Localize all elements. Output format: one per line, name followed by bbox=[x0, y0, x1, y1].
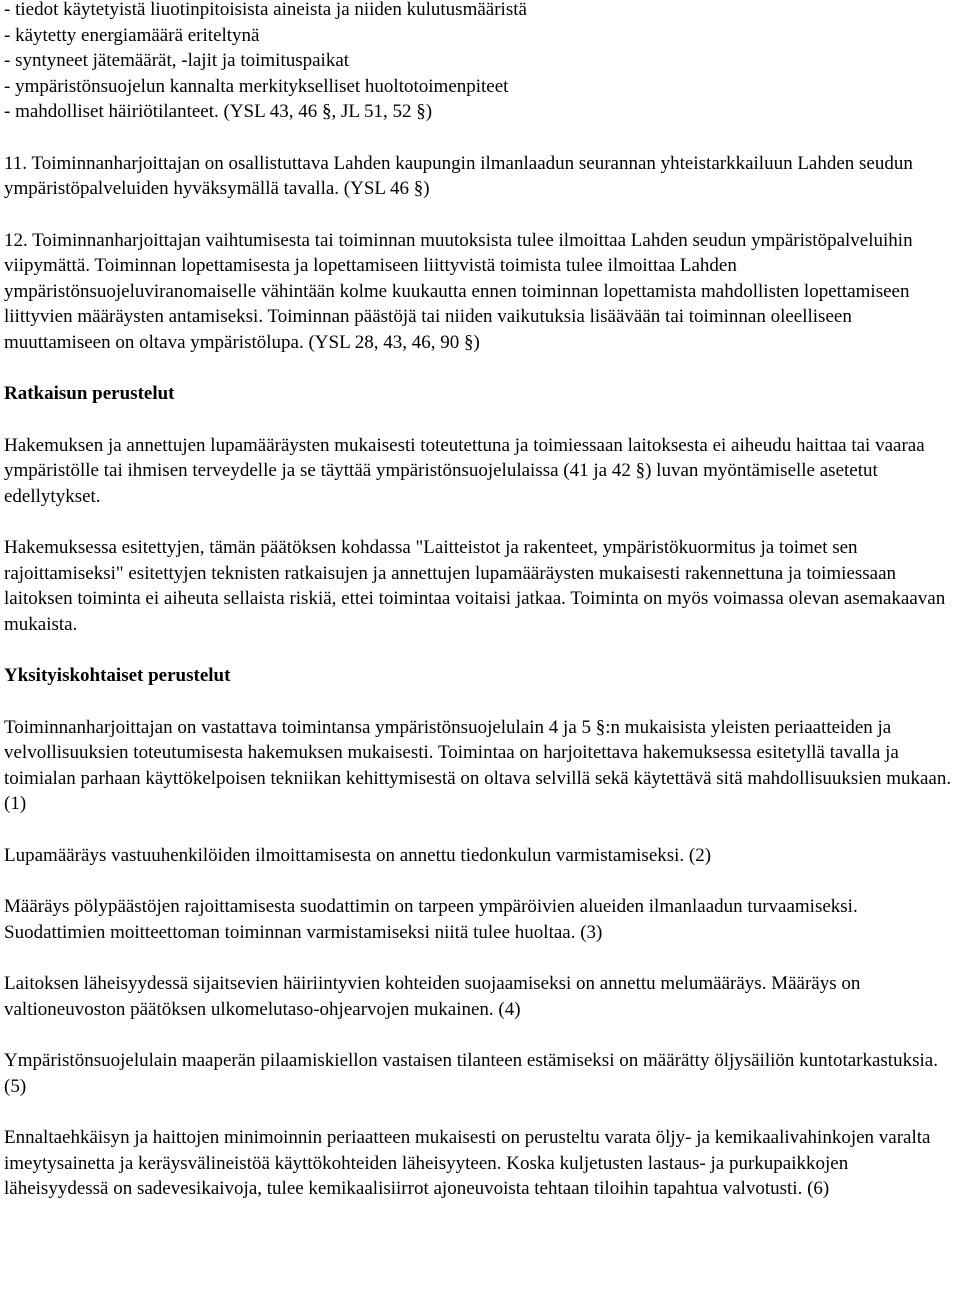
bullet-item: - tiedot käytetyistä liuotinpitoisista aineista ja niiden kulutusmääristä bbox=[4, 0, 527, 20]
condition-item-12: 12. Toiminnanharjoittajan vaihtumisesta tai toiminnan muutoksista tulee ilmoittaa Lahden seudun ympäristöpalveluihin viipymättä. Toiminnan lopettamisesta ja lopettamiseen liittyvistä toimista tulee ilmoittaa Lahden ympäristönsuojeluviranomaiselle vähintään kolme kuukautta ennen toiminnan lopettamista mahdollisten lopettamiseen liittyvien määräysten antamiseksi. Toiminnan päästöjä tai niiden vaikutuksia lisäävään tai toiminnan oleelliseen muuttamiseen on oltava ympäristölupa. (YSL 28, 43, 46, 90 §) bbox=[4, 229, 913, 353]
bullet-item: - syntyneet jätemäärät, -lajit ja toimituspaikat bbox=[4, 50, 350, 71]
paragraph: Laitoksen läheisyydessä sijaitsevien häiriintyvien kohteiden suojaamiseksi on annettu melumääräys. Määräys on valtioneuvoston päätöksen ulkomelutaso-ohjearvojen mukainen. (4) bbox=[4, 973, 861, 1020]
paragraph: Hakemuksessa esitettyjen, tämän päätöksen kohdassa "Laitteistot ja rakenteet, ympäristökuormitus ja toimet sen rajoittamiseksi" esitettyjen teknisten ratkaisujen ja annettujen lupamääräysten mukaisesti rakennettuna ja toimiessaan laitoksen toiminta ei aiheuta sellaista riskiä, ettei toimintaa voitaisi jatkaa. Toiminta on myös voimassa olevan asemakaavan mukaista. bbox=[4, 537, 946, 635]
paragraph: Hakemuksen ja annettujen lupamääräysten mukaisesti toteutettuna ja toimiessaan laitoksesta ei aiheudu haittaa tai vaaraa ympäristölle tai ihmisen terveydelle ja se täyttää ympäristönsuojelulaissa (41 ja 42 §) luvan myöntämiselle asetetut edellytykset. bbox=[4, 434, 925, 507]
condition-item-11: 11. Toiminnanharjoittajan on osallistuttava Lahden kaupungin ilmanlaadun seurannan yhteistarkkailuun Lahden seudun ympäristöpalveluiden hyväksymällä tavalla. (YSL 46 §) bbox=[4, 152, 913, 199]
section-heading-ratkaisun-perustelut: Ratkaisun perustelut bbox=[4, 383, 175, 404]
paragraph: Ympäristönsuojelulain maaperän pilaamiskiellon vastaisen tilanteen estämiseksi on määrätty öljysäiliön kuntotarkastuksia. (5) bbox=[4, 1050, 938, 1097]
paragraph: Toiminnanharjoittajan on vastattava toimintansa ympäristönsuojelulain 4 ja 5 §:n mukaisista yleisten periaatteiden ja velvollisuuksien toteutumisesta hakemuksen mukaisesti. Toimintaa on harjoitettava hakemuksessa esitetyllä tavalla ja toimialan parhaan käyttökelpoisen tekniikan kehittymisestä on oltava selvillä sekä käytettävä sitä mahdollisuuksien mukaan. (1) bbox=[4, 716, 952, 814]
paragraph: Lupamääräys vastuuhenkilöiden ilmoittamisesta on annettu tiedonkulun varmistamiseksi. (2) bbox=[4, 844, 712, 866]
bullet-item: - ympäristönsuojelun kannalta merkitykselliset huoltotoimenpiteet bbox=[4, 75, 509, 97]
paragraph: Määräys pölypäästöjen rajoittamisesta suodattimin on tarpeen ympäröivien alueiden ilmanlaadun turvaamiseksi. Suodattimien moitteettoman toiminnan varmistamiseksi niitä tulee huoltaa. (3) bbox=[4, 896, 858, 943]
section-heading-yksityiskohtaiset-perustelut: Yksityiskohtaiset perustelut bbox=[4, 665, 231, 686]
paragraph: Ennaltaehkäisyn ja haittojen minimoinnin periaatteen mukaisesti on perusteltu varata öljy- ja kemikaalivahinkojen varalta imeytysainetta ja keräysvälineistöä käyttökohteiden läheisyyteen. Koska kuljetusten lastaus- ja purkupaikkojen läheisyydessä on sadevesikaivoja, tulee kemikaalisiirrot ajoneuvoista tehtaan tiloihin tapahtua valvotusti. (6) bbox=[4, 1127, 931, 1199]
bullet-item: - käytetty energiamäärä eriteltynä bbox=[4, 24, 260, 46]
bullet-item: - mahdolliset häiriötilanteet. (YSL 43, 46 §, JL 51, 52 §) bbox=[4, 101, 433, 122]
reporting-bullet-list bbox=[4, 0, 956, 125]
